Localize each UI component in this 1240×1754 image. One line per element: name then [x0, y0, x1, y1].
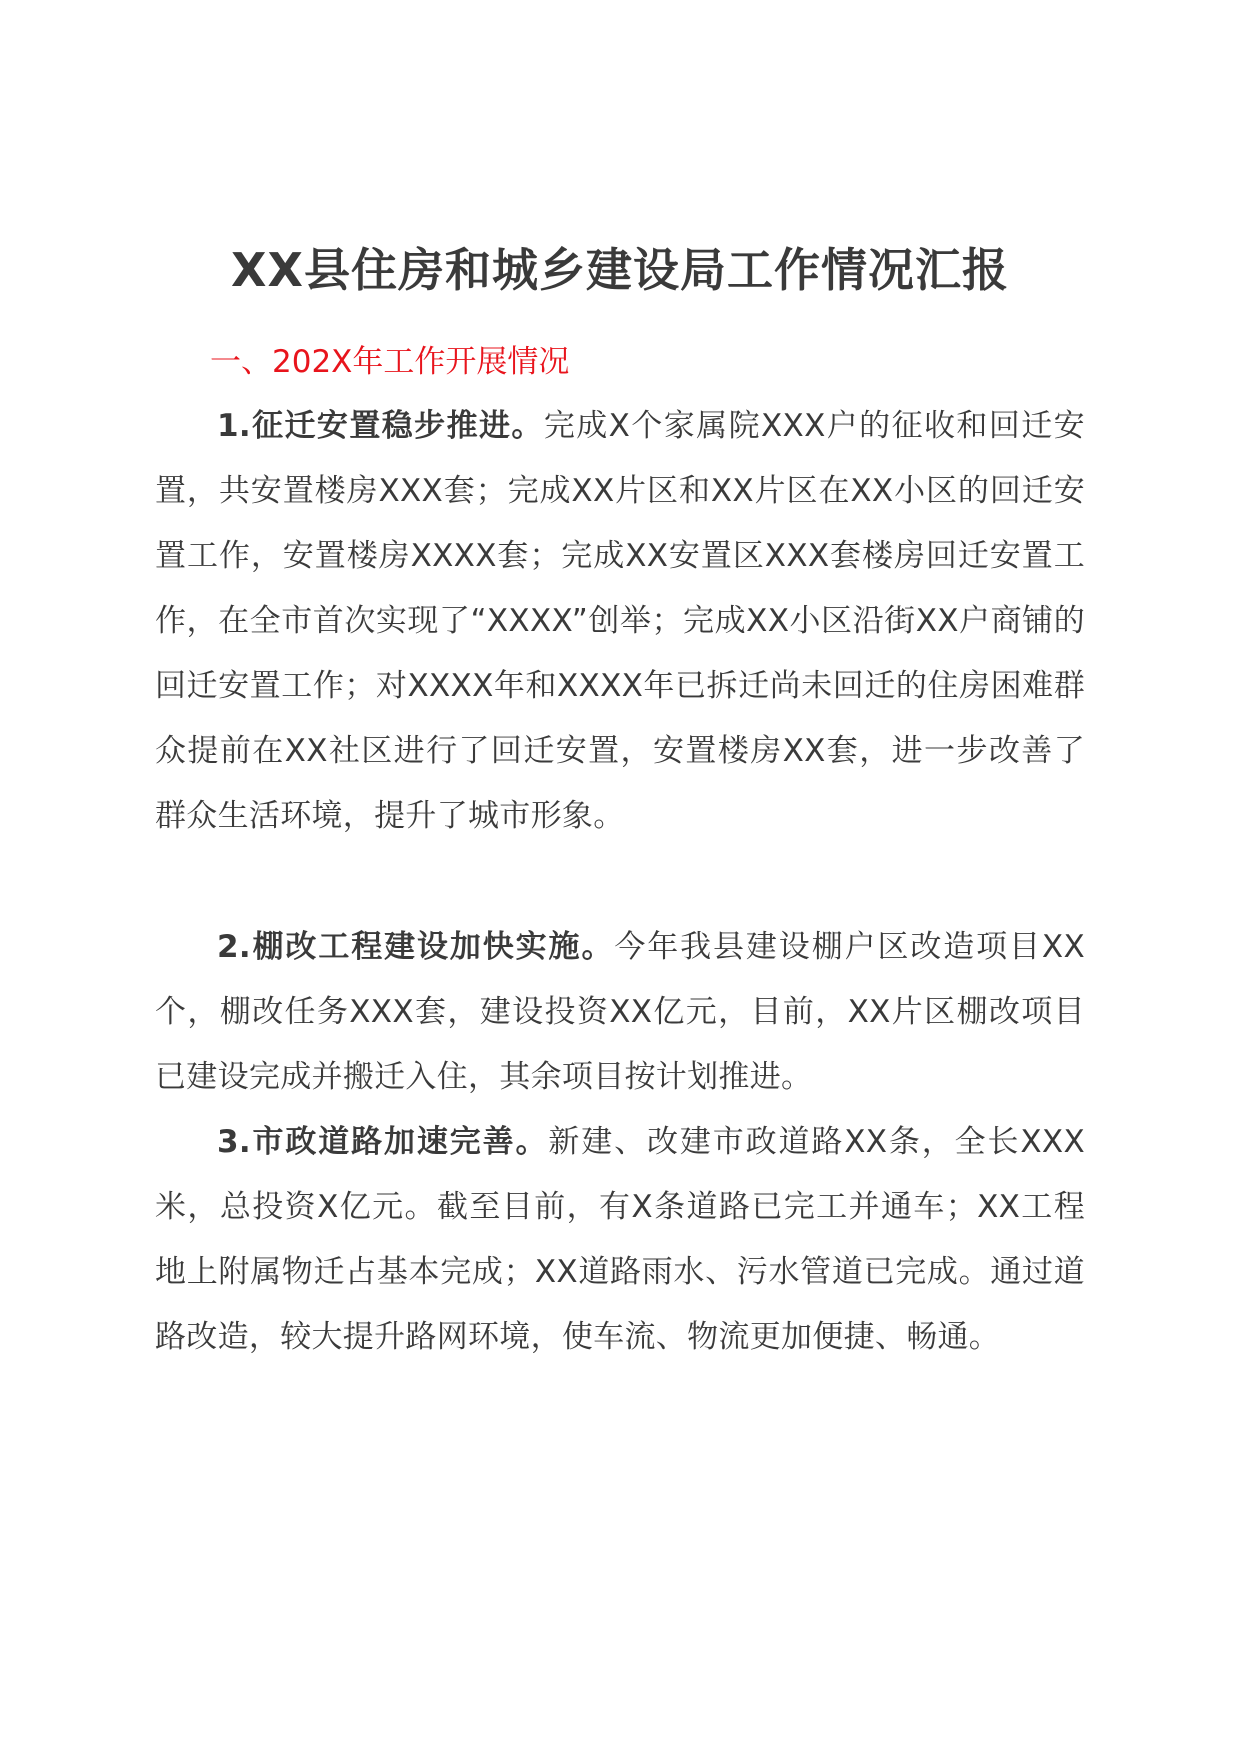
paragraph-2-lead: 2.棚改工程建设加快实施。 — [217, 929, 615, 965]
paragraph-3-text: 新建、改建市政道路XX条，全长XXX米，总投资X亿元。截至目前，有X条道路已完工并通车；XX工程地上附属物迁占基本完成；XX道路雨水、污水管道已完成。通过道路改造，较大提升路网环境，使车流、物流更加便捷、畅通。 — [155, 1124, 1085, 1355]
paragraph-2-text: 今年我县建设棚户区改造项目XX个，棚改任务XXX套，建设投资XX亿元，目前，XX片区棚改项目已建设完成并搬迁入住，其余项目按计划推进。 — [155, 929, 1085, 1095]
paragraph-1-text: 完成X个家属院XXX户的征收和回迁安置，共安置楼房XXX套；完成XX片区和XX片区在XX小区的回迁安置工作，安置楼房XXXX套；完成XX安置区XXX套楼房回迁安置工作，在全市首次实现了“XXXX”创举；完成XX小区沿街XX户商铺的回迁安置工作；对XXXX年和XXXX年已拆迁尚未回迁的住房困难群众提前在XX社区进行了回迁安置，安置楼房XX套，进一步改善了群众生活环境，提升了城市形象。 — [155, 408, 1085, 834]
paragraph-1 — [155, 394, 1085, 849]
paragraph-1-lead: 1.征迁安置稳步推进。 — [217, 408, 544, 444]
document-title: XX县住房和城乡建设局工作情况汇报 — [231, 243, 1009, 297]
paragraph-2 — [155, 915, 1085, 1110]
paragraph-3-lead: 3.市政道路加速完善。 — [217, 1124, 549, 1160]
paragraph-3 — [155, 1110, 1085, 1370]
section-heading: 一、202X年工作开展情况 — [210, 344, 570, 380]
